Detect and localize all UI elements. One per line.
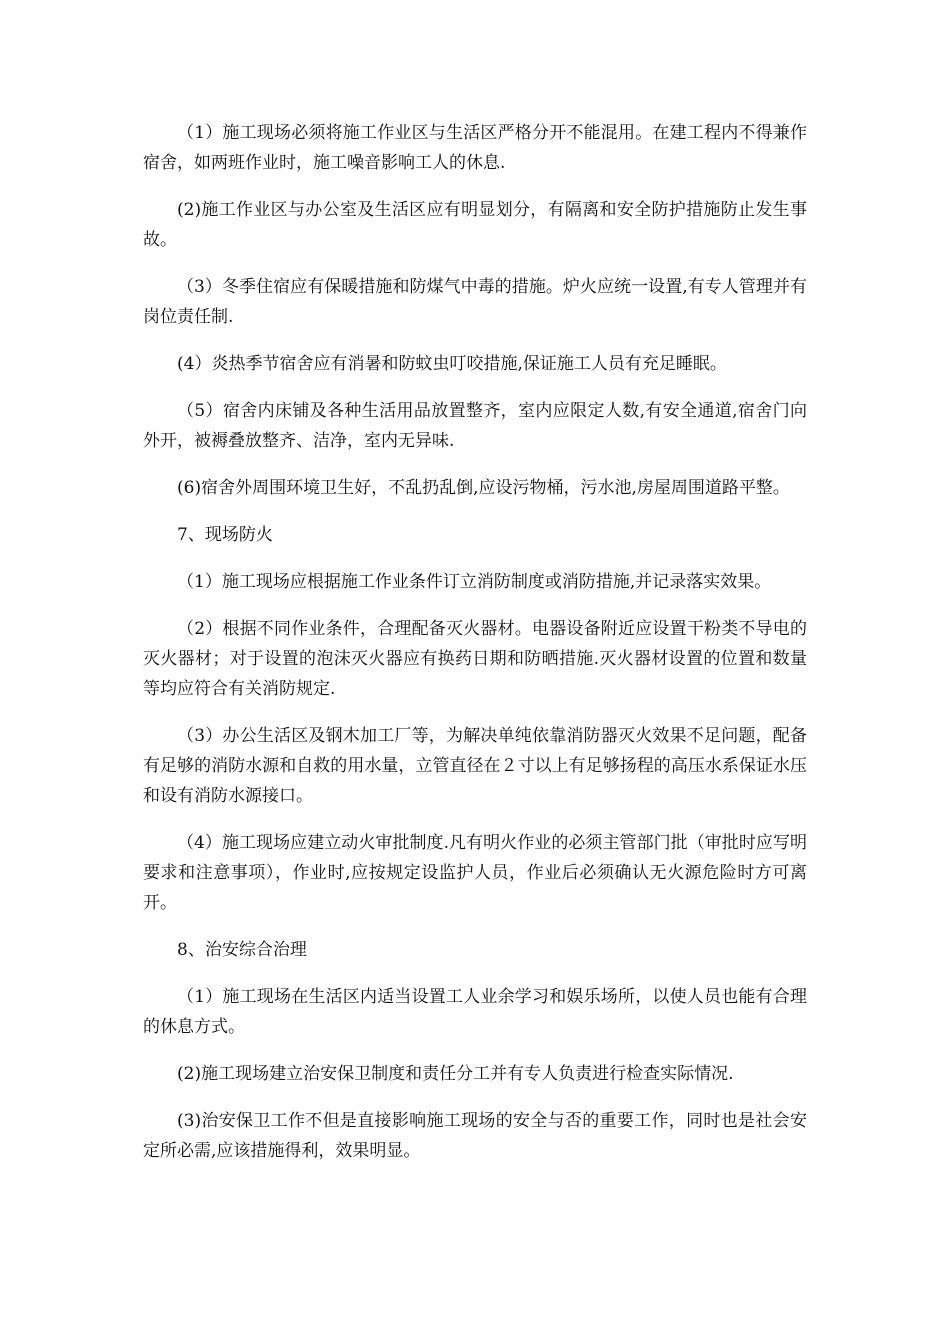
section-heading-fire-prevention: 7、现场防火: [177, 525, 273, 545]
paragraph-security-1: （1）施工现场在生活区内适当设置工人业余学习和娱乐场所，以使人员也能有合理的休息方式。: [143, 987, 807, 1037]
paragraph-dormitory-1: （1）施工现场必须将施工作业区与生活区严格分开不能混用。在建工程内不得兼作宿舍，如两班作业时，施工噪音影响工人的休息.: [143, 123, 807, 173]
document-body: [143, 118, 807, 1183]
paragraph-fire-2: （2）根据不同作业条件，合理配备灭火器材。电器设备附近应设置干粉类不导电的灭火器材；对于设置的泡沫灭火器应有换药日期和防晒措施.灭火器材设置的位置和数量等均应符合有关消防规定.: [143, 619, 807, 699]
paragraph-fire-4: （4）施工现场应建立动火审批制度.凡有明火作业的必须主管部门批（审批时应写明要求和注意事项），作业时,应按规定设监护人员，作业后必须确认无火源危险时方可离开。: [143, 833, 807, 913]
paragraph-fire-1: （1）施工现场应根据施工作业条件订立消防制度或消防措施,并记录落实效果。: [177, 572, 772, 592]
paragraph-dormitory-3: （3）冬季住宿应有保暖措施和防煤气中毒的措施。炉火应统一设置,有专人管理并有岗位责任制.: [143, 277, 807, 327]
paragraph-dormitory-5: （5）宿舍内床铺及各种生活用品放置整齐，室内应限定人数,有安全通道,宿舍门向外开，被褥叠放整齐、洁净，室内无异味.: [143, 401, 807, 451]
paragraph-dormitory-2: (2)施工作业区与办公室及生活区应有明显划分，有隔离和安全防护措施防止发生事故。: [143, 200, 807, 250]
paragraph-security-2: (2)施工现场建立治安保卫制度和责任分工并有专人负责进行检查实际情况.: [177, 1064, 734, 1084]
paragraph-dormitory-6: (6)宿舍外周围环境卫生好，不乱扔乱倒,应设污物桶，污水池,房屋周围道路平整。: [177, 478, 790, 498]
paragraph-security-3: (3)治安保卫工作不但是直接影响施工现场的安全与否的重要工作，同时也是社会安定所必需,应该措施得利，效果明显。: [143, 1111, 807, 1161]
paragraph-dormitory-4: (4）炎热季节宿舍应有消暑和防蚊虫叮咬措施,保证施工人员有充足睡眠。: [177, 354, 727, 374]
paragraph-fire-3: （3）办公生活区及钢木加工厂等，为解决单纯依靠消防器灭火效果不足问题，配备有足够的消防水源和自救的用水量，立管直径在２寸以上有足够扬程的高压水系保证水压和设有消防水源接口。: [143, 726, 807, 806]
section-heading-public-security: 8、治安综合治理: [177, 940, 307, 960]
